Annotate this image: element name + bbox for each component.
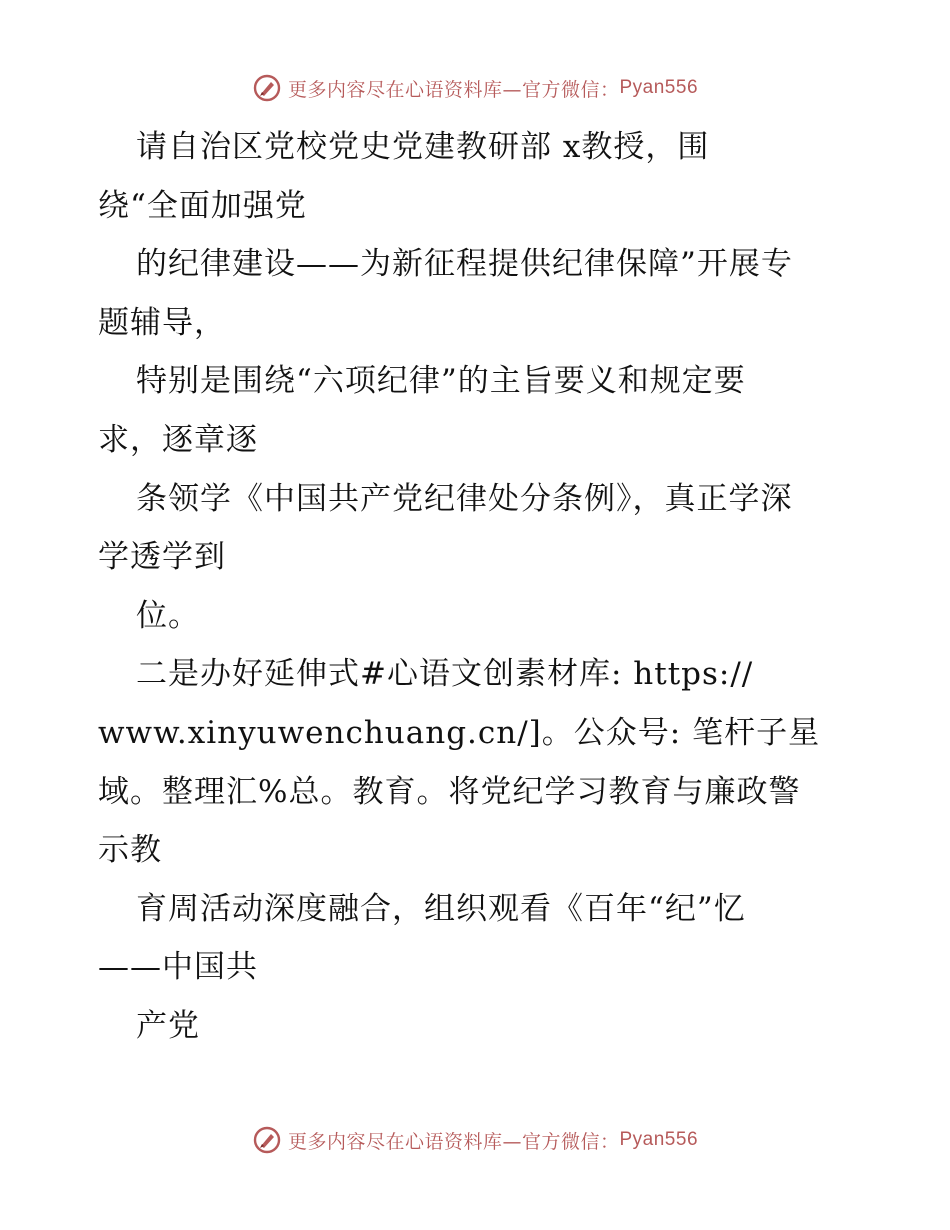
text-line: 题辅导， [98,304,226,341]
text-line: ——中国共 [98,949,258,986]
text-line: 产党 [136,1007,200,1044]
text-line: 求，逐章逐 [98,421,258,458]
watermark-text: 更多内容尽在心语资料库—官方微信： [287,1130,620,1153]
watermark-contact: Pyan556 [619,1129,699,1150]
text-line: 二是办好延伸式#心语文创素材库: https:// [136,656,754,693]
pen-circle-logo-icon [252,73,282,103]
text-line: 请自治区党校党史党建教研部 x教授，围 [136,129,710,165]
text-line: 育周活动深度融合，组织观看《百年“纪”忆 [136,890,746,927]
header-watermark [0,68,950,108]
text-line: 绕“全面加强党 [98,187,307,224]
text-line: 示教 [98,832,162,869]
text-line: 域。整理汇%总。教育。将党纪学习教育与廉政警 [98,773,801,810]
text-line: 学透学到 [98,539,226,576]
document-body [98,118,858,1056]
watermark-contact: Pyan556 [619,77,699,98]
watermark-text: 更多内容尽在心语资料库—官方微信： [287,78,620,101]
text-line: 条领学《中国共产党纪律处分条例》，真正学深 [136,480,793,517]
text-line: www.xinyuwenchuang.cn/]。公众号: 笔杆子星 [98,714,821,751]
pen-circle-logo-icon [252,1125,282,1155]
text-line: 的纪律建设——为新征程提供纪律保障”开展专 [136,246,793,283]
text-line: 特别是围绕“六项纪律”的主旨要义和规定要 [136,363,746,400]
text-line: 位。 [136,597,200,634]
footer-watermark [0,1120,950,1160]
